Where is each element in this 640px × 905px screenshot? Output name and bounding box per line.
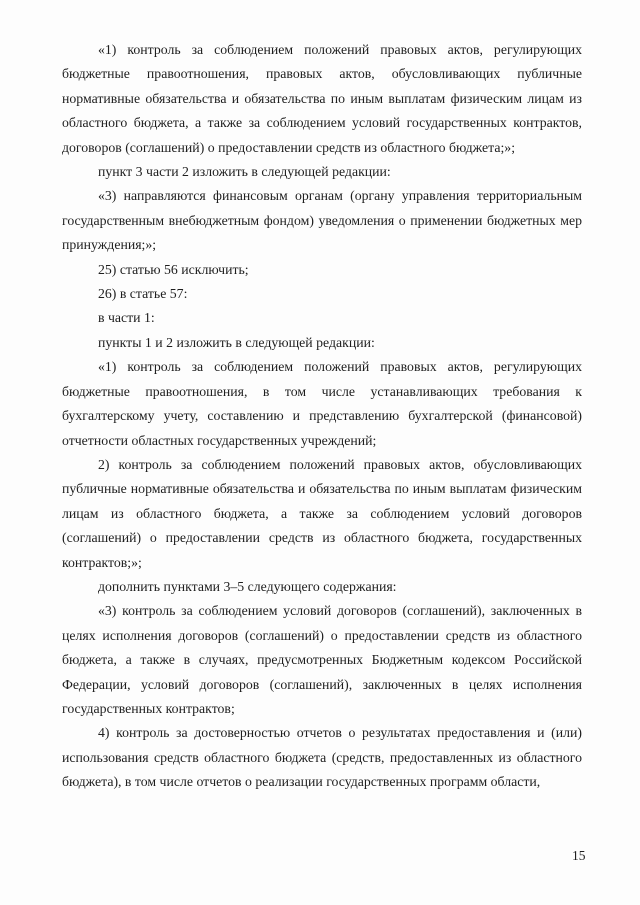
paragraph-item-25: 25) статью 56 исключить; [98, 261, 249, 277]
paragraph-control-legal-acts: «1) контроль за соблюдением положений правовых актов, регулирующих бюджетные правоотношения, правовых актов, обусловливающих публичные нормативные обязательства и обязательства по иным выплатам физическим лицам из областного бюджета, а также за соблюдением условий государственных контрактов, договоров (соглашений) о предоставлении средств из областного бюджета;»; [62, 42, 582, 155]
page-number: 15 [572, 848, 586, 863]
paragraph-item-4-reports: 4) контроль за достоверностью отчетов о результатах предоставления и (или) использования средств областного бюджета (средств, предоставленных из областного бюджета), в том числе отчетов о реализации государственных программ области, [62, 725, 582, 790]
paragraph-item-26: 26) в статье 57: [98, 286, 188, 302]
paragraph-coercion-notices: «3) направляются финансовым органам (органу управления территориальным государственным внебюджетным фондом) уведомления о применении бюджетных мер принуждения;»; [62, 188, 582, 253]
paragraph-items-1-2-header: пункты 1 и 2 изложить в следующей редакции: [98, 334, 375, 350]
paragraph-add-items-3-5: дополнить пунктами 3–5 следующего содержания: [98, 578, 397, 594]
paragraph-item-3-contracts: «3) контроль за соблюдением условий договоров (соглашений), заключенных в целях исполнения договоров (соглашений) о предоставлении средств из областного бюджета, а также в случаях, предусмотренных Бюджетным кодексом Российской Федерации, условий договоров (соглашений), заключенных в целях исполнения государственных контрактов; [62, 603, 582, 716]
paragraph-part-1: в части 1: [98, 310, 155, 326]
paragraph-item-1-accounting: «1) контроль за соблюдением положений правовых актов, регулирующих бюджетные правоотношения, в том числе устанавливающих требования к бухгалтерскому учету, составлению и представлению бухгалтерской (финансовой) отчетности областных государственных учреждений; [62, 359, 582, 448]
paragraph-item-3-part-2: пункт 3 части 2 изложить в следующей редакции: [98, 164, 391, 180]
document-body [62, 38, 582, 795]
paragraph-item-2-obligations: 2) контроль за соблюдением положений правовых актов, обусловливающих публичные нормативные обязательства и обязательства по иным выплатам физическим лицам из областного бюджета, а также за соблюдением условий договоров (соглашений) о предоставлении средств из областного бюджета, государственных контрактов;»; [62, 456, 582, 570]
